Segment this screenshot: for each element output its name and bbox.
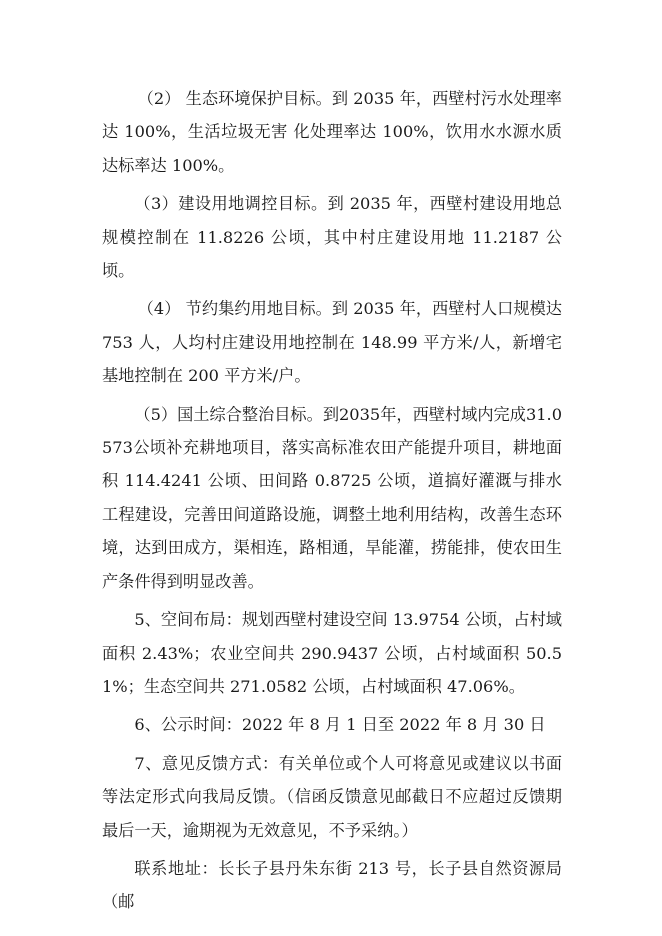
paragraph-ecological-target: （2） 生态环境保护目标。到 2035 年，西壁村污水处理率达 100%，生活垃圾无害 化处理率达 100%，饮用水水源水质达标率达 100%。 (102, 89, 562, 175)
paragraph-publicity-time: 6、公示时间：2022 年 8 月 1 日至 2022 年 8 月 30 日 (134, 715, 546, 735)
paragraph-construction-land-target: （3）建设用地调控目标。到 2035 年，西壁村建设用地总规模控制在 11.8226 公顷，其中村庄建设用地 11.2187 公顷。 (102, 194, 562, 281)
paragraph-land-saving-target: （4） 节约集约用地目标。到 2035 年，西壁村人口规模达 753 人，人均村庄建设用地控制在 148.99 平方米/人，新增宅基地控制在 200 平方米/户。 (102, 299, 562, 386)
document-body (102, 82, 562, 919)
paragraph-contact-address: 联系地址：长长子县丹朱东街 213 号，长子县自然资源局（邮 (102, 858, 562, 912)
paragraph-feedback-method: 7、意见反馈方式：有关单位或个人可将意见或建议以书面等法定形式向我局反馈。（信函反馈意见邮截日不应超过反馈期最后一天，逾期视为无效意见，不予采纳。） (102, 753, 562, 840)
paragraph-spatial-layout: 5、空间布局：规划西壁村建设空间 13.9754 公顷，占村域面积 2.43%；农业空间共 290.9437 公顷，占村域面积 50.51%；生态空间共 271.0582 公顷，占村域面积 47.06%。 (102, 610, 562, 696)
paragraph-land-consolidation-target: （5）国土综合整治目标。到2035年，西壁村域内完成31.0573公顷补充耕地项目，落实高标准农田产能提升项目，耕地面积 114.4241 公顷、田间路 0.8725 公顷，道搞好灌溉与排水工程建设，完善田间道路设施，调整土地利用结构，改善生态环境，达到田成方，渠相连，路相通，旱能灌，捞能排，使农田生产条件得到明显改善。 (102, 404, 562, 591)
